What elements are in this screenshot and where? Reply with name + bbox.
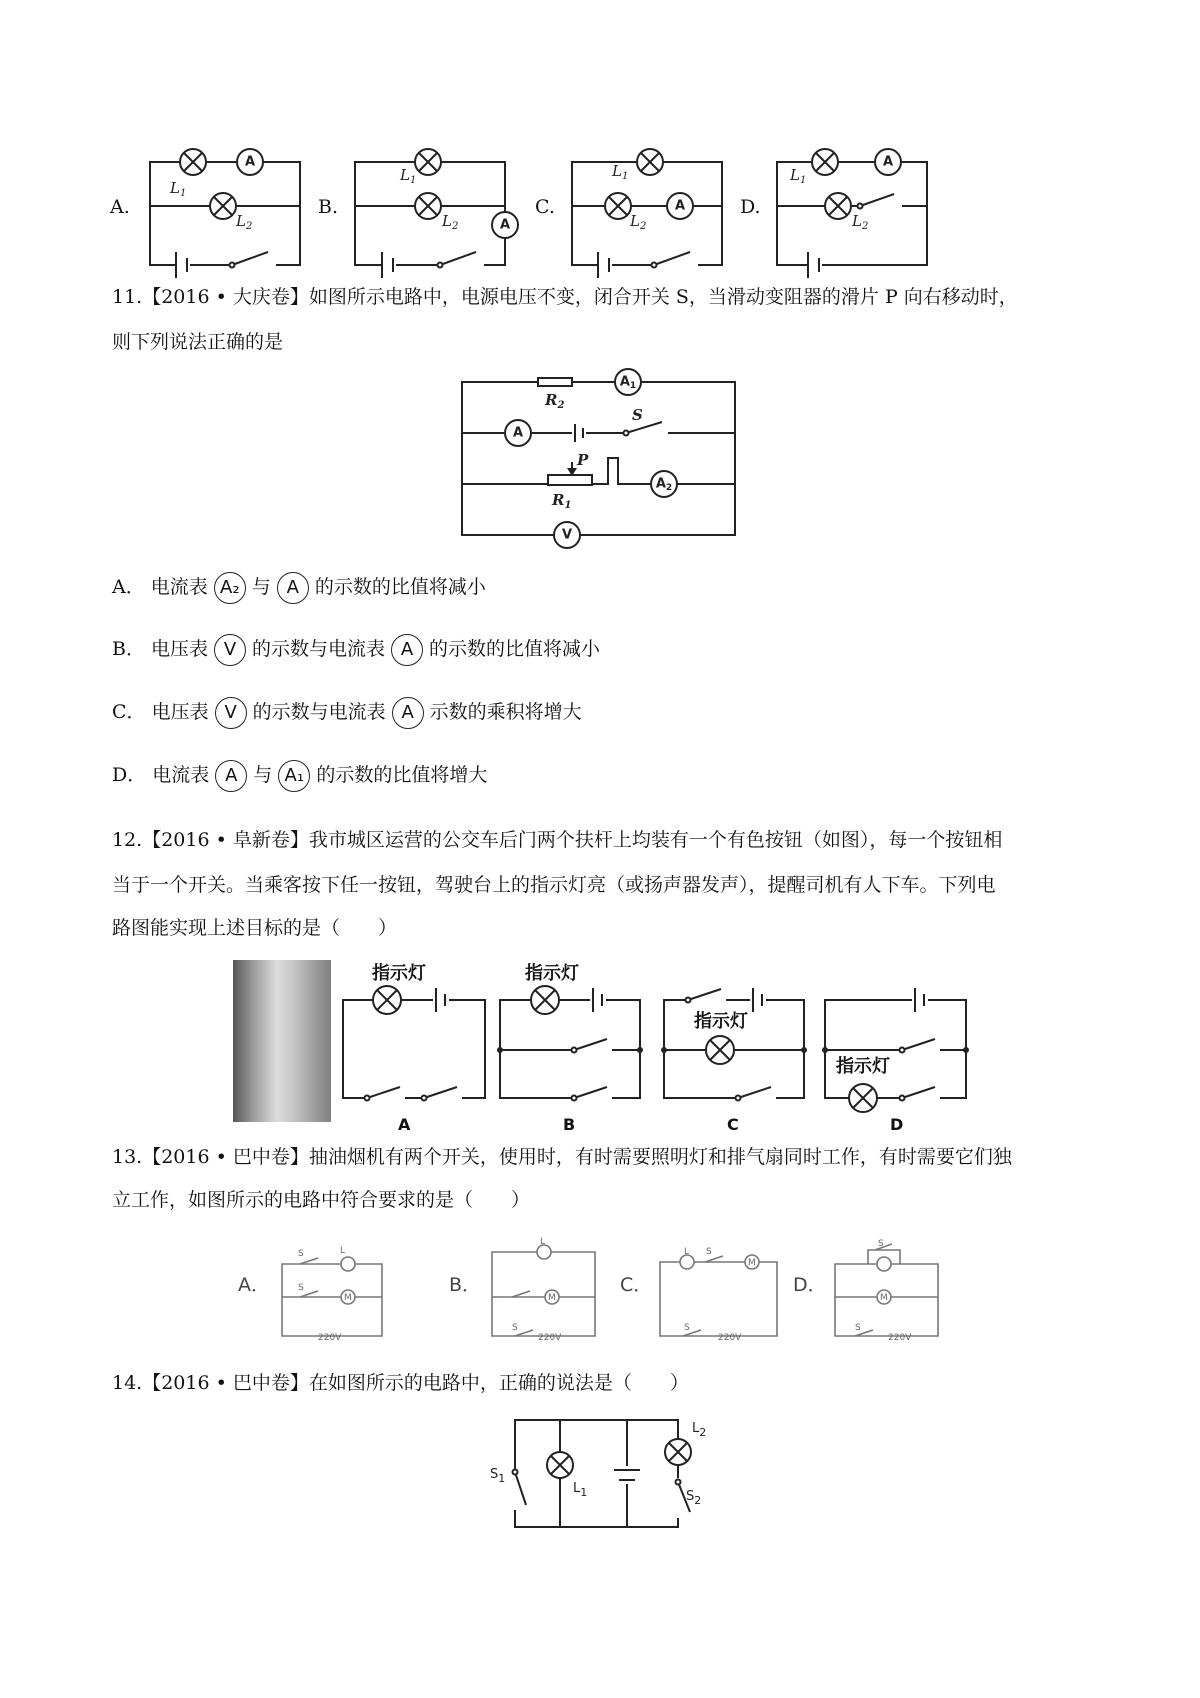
q11-stem-line1: 11.【2016 • 大庆卷】如图所示电路中，电源电压不变，闭合开关 S，当滑动变阻器的滑片 P 向右移动时， (112, 286, 1018, 308)
svg-text:A1: $A_1$ (619, 374, 637, 391)
q12-stem-line1: 12.【2016 • 阜新卷】我市城区运营的公交车后门两个扶杆上均装有一个有色按钮（如图），每一个按钮相 (112, 829, 1003, 851)
svg-text:L2: $L_2$ (852, 212, 869, 232)
svg-text:S: S (298, 1249, 304, 1259)
q14-stem: 14.【2016 • 巴中卷】在如图所示的电路中，正确的说法是（ ） (112, 1372, 689, 1394)
q12-option-a: A (398, 1115, 411, 1134)
svg-text:A: A (499, 217, 511, 233)
ammeter-a-icon: A (392, 697, 424, 729)
svg-text:L: L (340, 1246, 346, 1256)
q12a-lamp-label: 指示灯 (372, 963, 426, 984)
svg-text:220V: 220V (718, 1333, 742, 1343)
svg-text:S: S (855, 1323, 861, 1333)
ammeter-a1-icon: A₁ (278, 760, 310, 792)
svg-text:220V: 220V (538, 1333, 562, 1343)
q12c-lamp-label: 指示灯 (694, 1011, 748, 1032)
q13-option-b[interactable]: B． (449, 1274, 482, 1296)
q11-option-a[interactable]: A． 电流表 A₂ 与 A 的示数的比值将减小 (112, 572, 486, 604)
svg-text:L1: $L_1$ (790, 166, 807, 186)
q10-option-d[interactable]: D. (740, 196, 761, 218)
ammeter-a2-icon: A₂ (214, 572, 246, 604)
svg-text:L: L (684, 1247, 690, 1257)
svg-text:S1: $S_1$ (490, 1467, 506, 1485)
q10-option-a[interactable]: A. (110, 196, 130, 218)
svg-text:L1: $L_1$ (400, 166, 417, 186)
svg-text:S: S (878, 1239, 884, 1249)
ammeter-a-icon: A (391, 634, 423, 666)
svg-text:S: S (684, 1323, 690, 1333)
svg-text:S: S (706, 1247, 712, 1257)
q10-option-c[interactable]: C. (535, 196, 555, 218)
svg-text:A2: $A_2$ (655, 476, 673, 493)
q10a-l2-label: $L_2$ (236, 212, 253, 232)
svg-text:L2: $L_2$ (442, 212, 459, 232)
q13-option-c[interactable]: C． (620, 1274, 653, 1296)
svg-text:P: P (577, 451, 589, 469)
svg-text:R2: $R_2$ (545, 391, 565, 411)
svg-text:L2: $L_2$ (630, 212, 647, 232)
q12-option-d: D (890, 1115, 904, 1134)
svg-text:M: M (344, 1293, 352, 1303)
svg-text:S: S (632, 406, 643, 424)
q13-option-d[interactable]: D． (793, 1274, 827, 1296)
q12-stem-line3: 路图能实现上述目标的是（ ） (112, 917, 398, 939)
svg-text:S2: $S_2$ (686, 1489, 702, 1507)
svg-text:V: V (561, 527, 573, 543)
q12-option-c: C (727, 1115, 739, 1134)
svg-text:M: M (548, 1293, 556, 1303)
q11-option-b[interactable]: B． 电压表 V 的示数与电流表 A 的示数的比值将减小 (112, 634, 600, 666)
svg-text:M: M (748, 1258, 756, 1268)
svg-text:L2: $L_2$ (692, 1421, 707, 1439)
svg-text:A: A (674, 198, 686, 214)
svg-text:S: S (512, 1323, 518, 1333)
q12b-lamp-label: 指示灯 (525, 963, 579, 984)
q12-option-b: B (563, 1115, 576, 1134)
voltmeter-v-icon: V (214, 634, 246, 666)
q10-option-b[interactable]: B. (318, 196, 339, 218)
q11-option-d[interactable]: D． 电流表 A 与 A₁ 的示数的比值将增大 (112, 760, 487, 792)
svg-text:M: M (880, 1293, 888, 1303)
q11-stem-line2: 则下列说法正确的是 (112, 331, 284, 353)
q12d-lamp-label: 指示灯 (836, 1056, 890, 1077)
svg-text:L: L (540, 1237, 546, 1247)
svg-text:A: A (244, 154, 256, 170)
q12-stem-line2: 当于一个开关。当乘客按下任一按钮，驾驶台上的指示灯亮（或扬声器发声），提醒司机有人下车。下列电 (112, 874, 996, 896)
ammeter-a-icon: A (215, 760, 247, 792)
q13-stem-line1: 13.【2016 • 巴中卷】抽油烟机有两个开关，使用时，有时需要照明灯和排气扇同时工作，有时需要它们独 (112, 1146, 1012, 1168)
svg-text:R1: $R_1$ (552, 491, 572, 511)
q10a-l1-label: $L_1$ (170, 179, 187, 199)
q13-option-a[interactable]: A． (238, 1274, 270, 1296)
svg-text:A: A (512, 425, 524, 441)
svg-text:S: S (298, 1283, 304, 1293)
ammeter-a-icon: A (277, 572, 309, 604)
q13-stem-line2: 立工作，如图所示的电路中符合要求的是（ ） (112, 1189, 531, 1211)
svg-text:220V: 220V (318, 1333, 342, 1343)
voltmeter-v-icon: V (215, 697, 247, 729)
q11-option-c[interactable]: C． 电压表 V 的示数与电流表 A 示数的乘积将增大 (112, 697, 582, 729)
svg-text:L1: $L_1$ (612, 162, 629, 182)
svg-text:L1: $L_1$ (573, 1481, 588, 1499)
svg-text:A: A (882, 154, 894, 170)
svg-text:220V: 220V (888, 1333, 912, 1343)
